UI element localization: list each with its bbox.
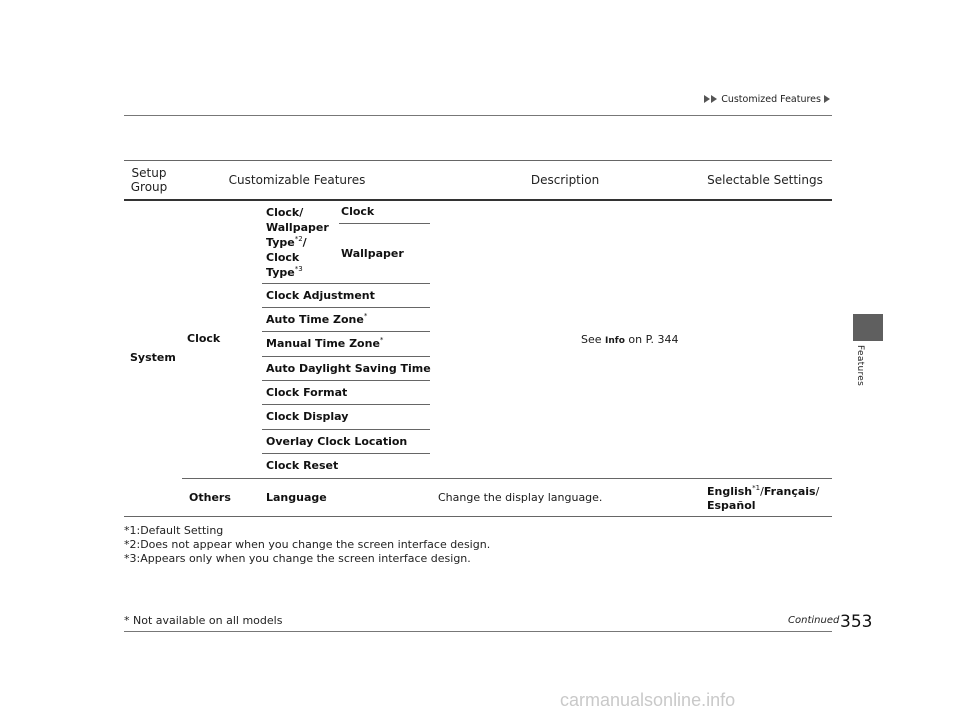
- feature-item: Clock Reset: [266, 459, 339, 472]
- arrow-icon: [711, 95, 717, 103]
- header-bottom-rule: [124, 199, 832, 201]
- row-divider: [262, 283, 430, 284]
- subfeature-clock: Clock: [341, 205, 375, 218]
- continued-label: Continued: [788, 615, 840, 626]
- row-divider: [262, 429, 430, 430]
- row-divider: [262, 453, 430, 454]
- arrow-icon: [824, 95, 830, 103]
- footer-rule: [124, 631, 832, 632]
- description-language: Change the display language.: [438, 491, 603, 504]
- footnote: *2:Does not appear when you change the screen interface design.: [124, 538, 491, 551]
- row-divider: [262, 380, 430, 381]
- feature-item: Overlay Clock Location: [266, 435, 408, 448]
- availability-note: * Not available on all models: [124, 614, 283, 627]
- header-rule: [124, 115, 832, 116]
- header-selectable-settings: Selectable Settings: [707, 173, 823, 187]
- feature-language: Language: [266, 491, 327, 504]
- watermark: carmanualsonline.info: [560, 690, 736, 710]
- feature-clock-wallpaper-type: Clock/ Wallpaper Type$^{*2}$/ Clock Type$^{*3}$: [266, 206, 329, 279]
- feature-item: Auto Time Zone*: [266, 312, 368, 326]
- footnote: *3:Appears only when you change the screen interface design.: [124, 552, 471, 565]
- breadcrumb: [0, 94, 831, 105]
- feature-item: Clock Display: [266, 410, 349, 423]
- row-divider: [182, 478, 832, 479]
- info-link[interactable]: Info: [605, 336, 625, 346]
- breadcrumb-title: Customized Features: [721, 94, 821, 105]
- feature-item: Manual Time Zone*: [266, 336, 384, 350]
- table-top-rule: [124, 160, 832, 161]
- subfeature-wallpaper: Wallpaper: [341, 247, 404, 260]
- feature-item: Clock Format: [266, 386, 348, 399]
- settings-language: English$^{*1}$/Français/ Español: [707, 484, 820, 512]
- footnote: *1:Default Setting: [124, 524, 224, 537]
- row-divider: [339, 223, 430, 224]
- group-system: System: [130, 351, 176, 364]
- table-bottom-rule: [124, 516, 832, 517]
- header-setup-group: Setup Group: [130, 166, 168, 194]
- page-number: 353: [840, 612, 873, 632]
- feature-item: Auto Daylight Saving Time: [266, 362, 431, 375]
- description-see-info: See Info on P. 344: [581, 333, 679, 346]
- category-others: Others: [189, 491, 231, 504]
- section-tab-label: Features: [855, 345, 865, 387]
- row-divider: [262, 404, 430, 405]
- category-clock: Clock: [187, 332, 221, 345]
- header-description: Description: [530, 173, 600, 187]
- feature-item: Clock Adjustment: [266, 289, 375, 302]
- section-tab-marker: [853, 314, 883, 341]
- row-divider: [262, 307, 430, 308]
- header-customizable-features: Customizable Features: [228, 173, 366, 187]
- row-divider: [262, 331, 430, 332]
- row-divider: [262, 356, 430, 357]
- arrow-icon: [704, 95, 710, 103]
